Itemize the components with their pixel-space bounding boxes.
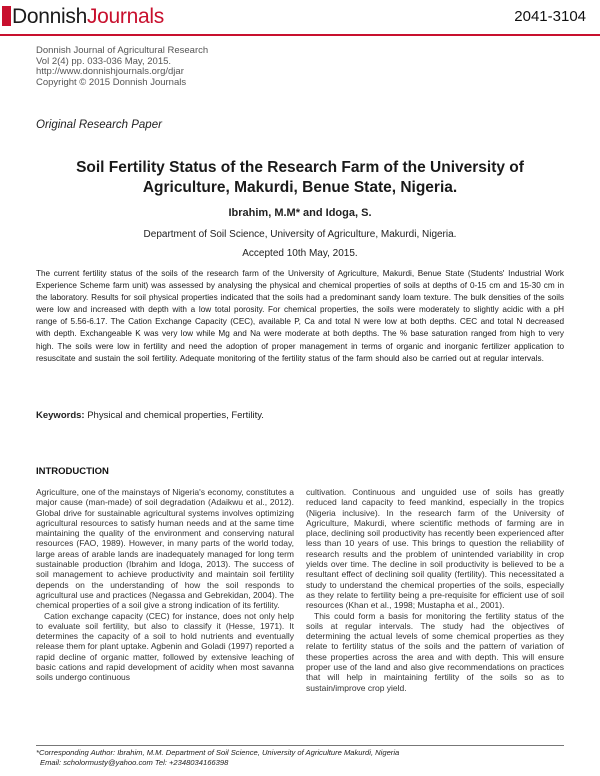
donnish-journals-logo — [2, 4, 164, 30]
keywords-label: Keywords: — [36, 410, 85, 421]
intro-paragraph-1: Agriculture, one of the mainstays of Nigeria's economy, constitutes a major cause (man-made) of soil degradation (Adaikwu et al., 2012). Global drive for sustainable agricultural systems involves optimizing agricultural resources to satisfy human needs and at the same time maintaining the quality of the environment and conserving natural resources (FAO, 1989). However, in many parts of the world today, large areas of arable lands are inadequately managed for long term sustainable production (Ibrahim and Idoga, 2013). The success of soil management to achieve productivity and maintain soil fertility depends on the understanding of how the soil responds to agricultural use and practices (Negassa and Gebrekidan, 2004). The chemical properties of a soil give a strong indication of its fertility. — [36, 487, 294, 611]
paper-type-label: Original Research Paper — [36, 119, 162, 131]
logo-text-journals: Journals — [86, 5, 164, 28]
footnote-divider — [36, 745, 564, 746]
corresponding-author: *Corresponding Author: Ibrahim, M.M. Department of Soil Science, University of Agriculture Makurdi, Nigeria — [36, 748, 400, 757]
paper-authors: Ibrahim, M.M* and Idoga, S. — [228, 207, 372, 219]
keywords-value: Physical and chemical properties, Fertility. — [87, 410, 264, 421]
keywords-line — [36, 410, 264, 421]
introduction-heading: INTRODUCTION — [36, 466, 109, 477]
paper-title: Soil Fertility Status of the Research Farm of the University of Agriculture, Makurdi, Benue State, Nigeria. — [76, 159, 524, 196]
issn-number: 2041-3104 — [514, 8, 586, 25]
corresponding-author-footnote — [36, 748, 399, 768]
intro-paragraph-3: cultivation. Continuous and unguided use of soils has greatly reduced land capacity to feed mankind, especially in the tropics (Nigeria inclusive). In the research farm of the University of Agriculture, Makurdi, where scientific methods of farming are in place, declining soil productivity has recently been experienced after less than 10 years of use. This brings to question the reliability of research results and the problem of unintended variability in crop yields over time. The decline in soil productivity is believed to be a resultant effect of declining soil quality (fertility). This necessitated a study to understand the chemical properties of the soils, especially as they relate to fertility being a pre-requisite for efficient use of soil resources (Khan et al., 1998; Mustapha et al., 2001). — [306, 487, 564, 611]
intro-paragraph-4: This could form a basis for monitoring the fertility status of the soils at regular intervals. The study had the objectives of determining the actual levels of some chemical properties as they relate to fertility status of the soils and the pattern of variation of these properties across the area and with depth. This will ensure proper use of the land and also give recommendations on practices that will help in maintaining fertility of the soils so as to sustain/improve crop yield. — [306, 610, 564, 693]
author-contact: Email: scholormusty@yahoo.com Tel: +2348034166398 — [40, 758, 229, 767]
journal-volume: Vol 2(4) pp. 033-036 May, 2015. — [36, 55, 172, 67]
header-divider — [0, 34, 600, 36]
accepted-date: Accepted 10th May, 2015. — [242, 248, 358, 259]
journal-info-block — [36, 46, 208, 88]
journal-copyright: Copyright © 2015 Donnish Journals — [36, 76, 187, 88]
journal-url-link[interactable]: http://www.donnishjournals.org/djar — [36, 66, 184, 78]
author-affiliation: Department of Soil Science, University of Agriculture, Makurdi, Nigeria. — [143, 229, 457, 240]
body-column-right — [306, 487, 564, 693]
intro-paragraph-2: Cation exchange capacity (CEC) for instance, does not only help to evaluate soil fertility, but also to classify it (Hesse, 1971). It determines the capacity of a soil to hold nutrients and eventually release them for plant uptake. Agbenin and Goladi (1997) reported a rapid decline of organic matter, followed by extensive leaching of basic cations and rapid development of acidity when most savanna soils undergo continuous — [36, 610, 294, 683]
abstract-text: The current fertility status of the soils of the research farm of the University of Agriculture, Makurdi, Benue State (Students' Industrial Work Experience Scheme farm unit) was assessed by analysing the physical and chemical properties of soils at depths of 0-15 cm and 15-30 cm in the laboratory. Results for soil physical properties indicated that the soils had a predominant sandy loam texture. The bulk densities of the soils were low and increased with depth with a low total porosity. For chemical properties, the soils were moderately to slightly acidic with a pH range of 5.56-6.17. The Cation Exchange Capacity (CEC), available P, Ca and total N were low at both depths. CEC and total N decreased with depth. Exchangeable K was very low while Mg and Na were moderate at both depths. The % base saturation ranged from high to very high. The soils were low in fertility and need the adoption of proper management in terms of organic and inorganic fertilizer application to resuscitate and sustain the soil fertility. Adequate monitoring of the fertility status of the farm should also be carried out at regular intervals. — [36, 269, 564, 363]
logo-mark — [2, 6, 11, 26]
logo-text-donnish: Donnish — [12, 5, 87, 28]
journal-name: Donnish Journal of Agricultural Research — [36, 45, 209, 56]
body-column-left — [36, 487, 294, 683]
journal-header — [0, 0, 600, 38]
